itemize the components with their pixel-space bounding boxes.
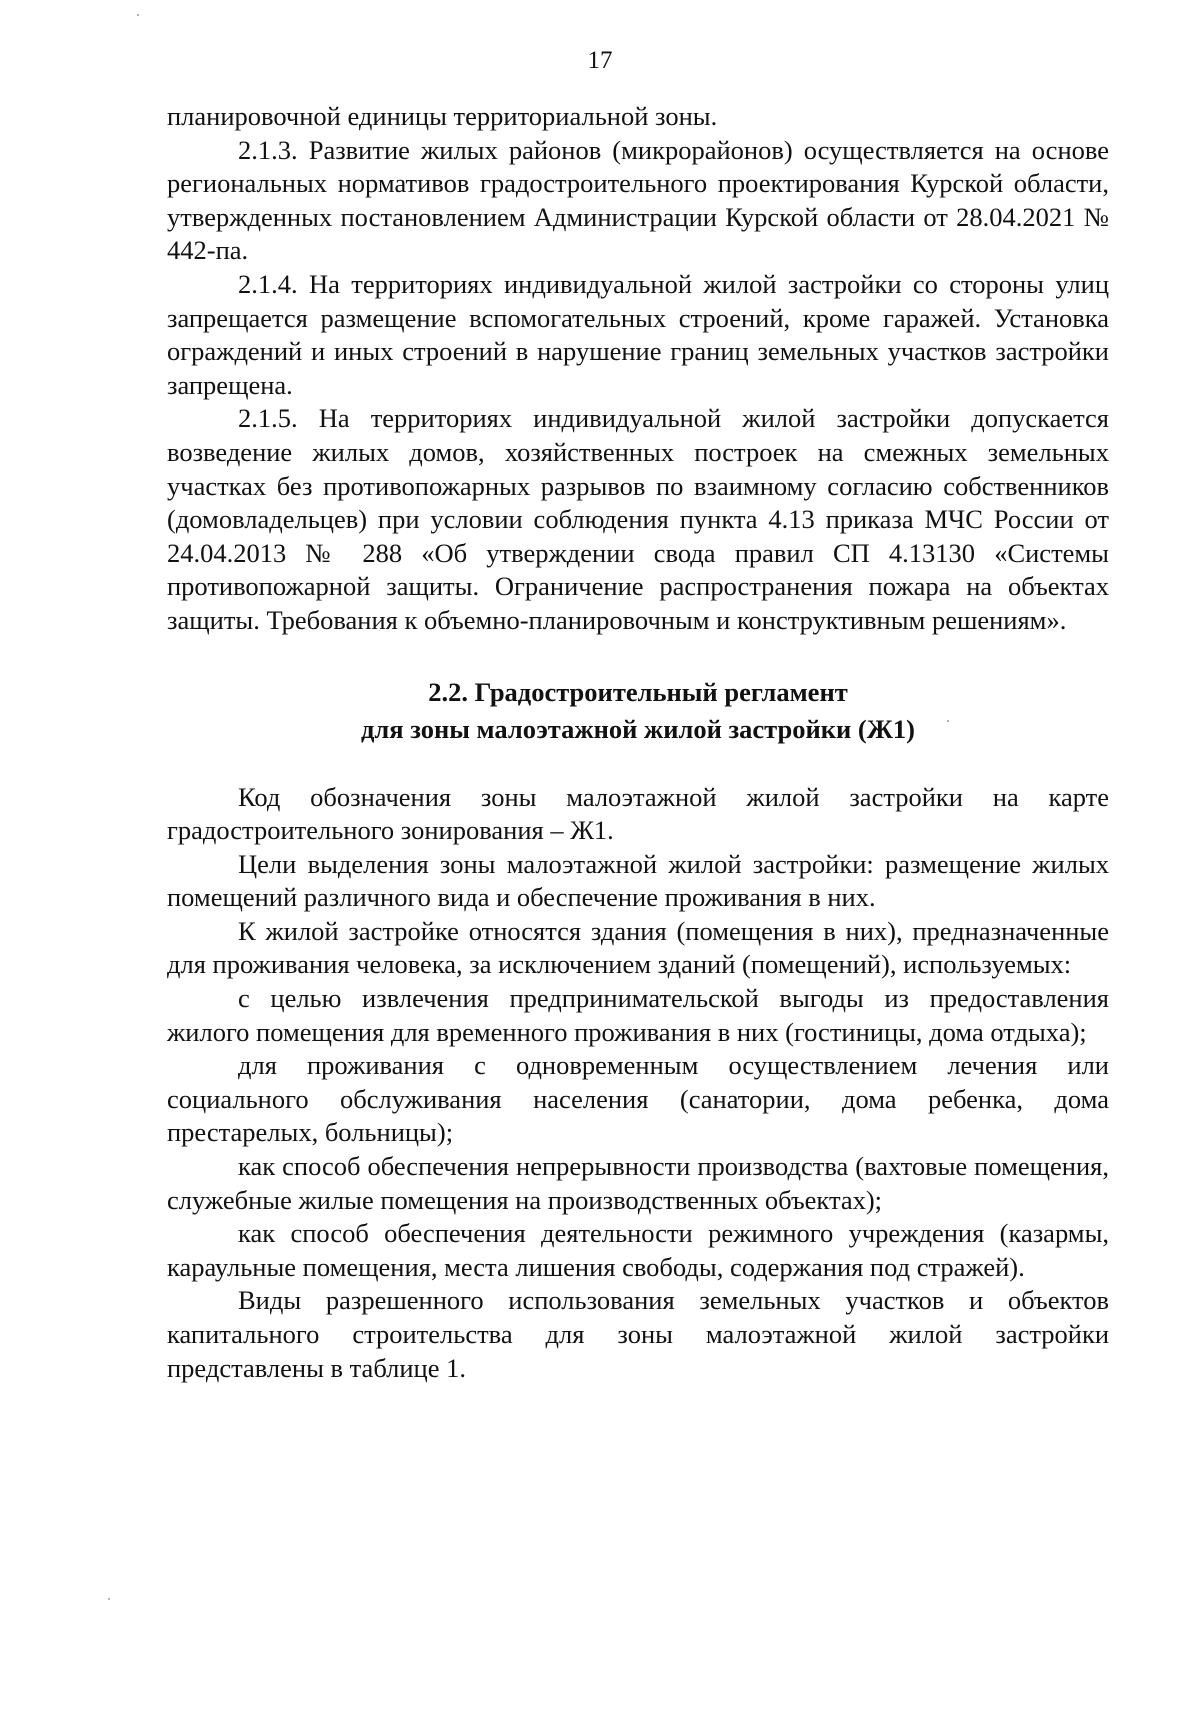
scan-speck xyxy=(108,1598,110,1600)
paragraph-2-1-4: 2.1.4. На территориях индивидуальной жилой застройки со стороны улиц запрещается размещение вспомогательных строений, кроме гаражей. Установка ограждений и иных строений в нарушение границ земельных участков застройки запрещена. xyxy=(167,268,1109,400)
page-body xyxy=(167,100,1109,1385)
list-item-profit: с целью извлечения предпринимательской выгоды из предоставления жилого помещения для временного проживания в них (гостиницы, дома отдыха); xyxy=(167,983,1109,1047)
section-heading-line-1: 2.2. Градостроительный регламент xyxy=(428,676,848,707)
scan-speck xyxy=(947,720,949,722)
paragraph-continuation: планировочной единицы территориальной зоны. xyxy=(167,101,718,131)
paragraph-residential-buildings: К жилой застройке относятся здания (помещения в них), предназначенные для проживания человека, за исключением зданий (помещений), используемых: xyxy=(167,915,1109,980)
list-item-treatment: для проживания с одновременным осуществлением лечения или социального обслуживания населения (санатории, дома ребенка, дома престарелых, больницы); xyxy=(167,1050,1109,1148)
paragraph-zone-code: Код обозначения зоны малоэтажной жилой застройки на карте градостроительного зонирования – Ж1. xyxy=(167,781,1109,846)
list-item-regime: как способ обеспечения деятельности режимного учреждения (казармы, караульные помещения, места лишения свободы, содержания под стражей). xyxy=(167,1218,1109,1282)
section-heading xyxy=(167,674,1109,748)
paragraph-permitted-uses: Виды разрешенного использования земельных участков и объектов капитального строительства для зоны малоэтажной жилой застройки представлены в таблице 1. xyxy=(167,1285,1109,1383)
paragraph-2-1-5: 2.1.5. На территориях индивидуальной жилой застройки допускается возведение жилых домов, хозяйственных построек на смежных земельных участках без противопожарных разрывов по взаимному согласию собственников (домовладельцев) при условии соблюдения пункта 4.13 приказа МЧС России от 24.04.2013 № 288 «Об утверждении свода правил СП 4.13130 «Системы противопожарной защиты. Ограничение распространения пожара на объектах защиты. Требования к объемно-планировочным и конструктивным решениям». xyxy=(167,403,1109,635)
scan-speck xyxy=(137,14,139,16)
section-heading-line-2: для зоны малоэтажной жилой застройки (Ж1) xyxy=(360,713,916,744)
page-number: 17 xyxy=(587,47,613,74)
paragraph-2-1-3: 2.1.3. Развитие жилых районов (микрорайонов) осуществляется на основе региональных нормативов градостроительного проектирования Курской области, утвержденных постановлением Администрации Курской области от 28.04.2021 № 442-па. xyxy=(167,134,1109,266)
list-item-production: как способ обеспечения непрерывности производства (вахтовые помещения, служебные жилые помещения на производственных объектах); xyxy=(167,1151,1109,1215)
paragraph-zone-goals: Цели выделения зоны малоэтажной жилой застройки: размещение жилых помещений различного вида и обеспечение проживания в них. xyxy=(167,848,1109,913)
